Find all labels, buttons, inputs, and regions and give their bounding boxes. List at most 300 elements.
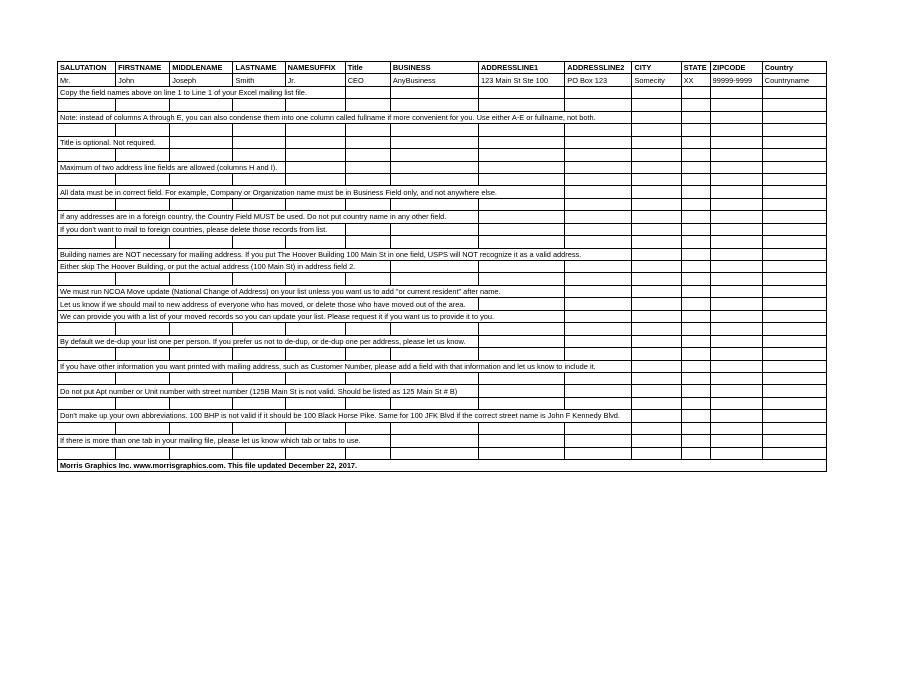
grid-cell[interactable] <box>632 211 681 223</box>
grid-cell[interactable] <box>681 99 710 111</box>
grid-cell[interactable] <box>345 124 390 136</box>
grid-cell[interactable] <box>285 99 345 111</box>
grid-cell[interactable] <box>710 435 762 447</box>
grid-cell[interactable] <box>632 348 681 360</box>
grid-cell[interactable] <box>632 385 681 397</box>
grid-cell[interactable] <box>762 99 826 111</box>
note-cell[interactable] <box>58 360 632 372</box>
example-cell[interactable]: Mr. <box>58 74 116 86</box>
grid-cell[interactable] <box>710 236 762 248</box>
grid-cell[interactable] <box>345 223 390 235</box>
note-cell[interactable] <box>58 161 286 173</box>
grid-cell[interactable] <box>762 111 826 123</box>
grid-cell[interactable] <box>58 397 116 409</box>
grid-cell[interactable] <box>762 397 826 409</box>
grid-cell[interactable] <box>762 348 826 360</box>
grid-cell[interactable] <box>479 161 565 173</box>
grid-cell[interactable] <box>681 422 710 434</box>
grid-cell[interactable] <box>58 124 116 136</box>
grid-cell[interactable] <box>762 161 826 173</box>
grid-cell[interactable] <box>116 173 170 185</box>
grid-cell[interactable] <box>345 198 390 210</box>
grid-cell[interactable] <box>285 447 345 459</box>
grid-cell[interactable] <box>632 136 681 148</box>
grid-cell[interactable] <box>479 136 565 148</box>
grid-cell[interactable] <box>58 348 116 360</box>
grid-cell[interactable] <box>565 149 632 161</box>
grid-cell[interactable] <box>632 236 681 248</box>
note-cell[interactable] <box>58 410 632 422</box>
grid-cell[interactable] <box>345 348 390 360</box>
grid-cell[interactable] <box>681 86 710 98</box>
grid-cell[interactable] <box>116 273 170 285</box>
grid-cell[interactable] <box>390 236 478 248</box>
grid-cell[interactable] <box>170 372 233 384</box>
grid-cell[interactable] <box>233 149 285 161</box>
grid-cell[interactable] <box>390 136 478 148</box>
grid-cell[interactable] <box>632 223 681 235</box>
grid-cell[interactable] <box>681 310 710 322</box>
grid-cell[interactable] <box>285 422 345 434</box>
grid-cell[interactable] <box>565 186 632 198</box>
note-cell[interactable] <box>58 86 346 98</box>
grid-cell[interactable] <box>762 211 826 223</box>
example-cell[interactable]: John <box>116 74 170 86</box>
grid-cell[interactable] <box>632 372 681 384</box>
grid-cell[interactable] <box>345 161 390 173</box>
grid-cell[interactable] <box>565 385 632 397</box>
grid-cell[interactable] <box>681 111 710 123</box>
grid-cell[interactable] <box>170 99 233 111</box>
grid-cell[interactable] <box>681 124 710 136</box>
grid-cell[interactable] <box>710 124 762 136</box>
grid-cell[interactable] <box>762 422 826 434</box>
grid-cell[interactable] <box>632 335 681 347</box>
grid-cell[interactable] <box>632 310 681 322</box>
grid-cell[interactable] <box>681 323 710 335</box>
grid-cell[interactable] <box>170 149 233 161</box>
grid-cell[interactable] <box>565 136 632 148</box>
grid-cell[interactable] <box>762 136 826 148</box>
example-cell[interactable]: 99999-9999 <box>710 74 762 86</box>
grid-cell[interactable] <box>710 173 762 185</box>
grid-cell[interactable] <box>479 397 565 409</box>
grid-cell[interactable] <box>710 310 762 322</box>
grid-cell[interactable] <box>762 186 826 198</box>
grid-cell[interactable] <box>390 447 478 459</box>
grid-cell[interactable] <box>116 447 170 459</box>
grid-cell[interactable] <box>681 410 710 422</box>
note-cell[interactable] <box>58 298 479 310</box>
grid-cell[interactable] <box>170 397 233 409</box>
note-cell[interactable] <box>58 248 632 260</box>
grid-cell[interactable] <box>170 236 233 248</box>
note-cell[interactable] <box>58 136 170 148</box>
example-cell[interactable]: XX <box>681 74 710 86</box>
grid-cell[interactable] <box>762 261 826 273</box>
grid-cell[interactable] <box>390 372 478 384</box>
grid-cell[interactable] <box>632 124 681 136</box>
grid-cell[interactable] <box>479 298 565 310</box>
example-cell[interactable]: CEO <box>345 74 390 86</box>
grid-cell[interactable] <box>479 149 565 161</box>
grid-cell[interactable] <box>285 323 345 335</box>
grid-cell[interactable] <box>681 273 710 285</box>
grid-cell[interactable] <box>681 248 710 260</box>
grid-cell[interactable] <box>681 186 710 198</box>
grid-cell[interactable] <box>565 285 632 297</box>
grid-cell[interactable] <box>710 323 762 335</box>
grid-cell[interactable] <box>233 99 285 111</box>
grid-cell[interactable] <box>762 335 826 347</box>
grid-cell[interactable] <box>681 335 710 347</box>
header-cell[interactable]: SALUTATION <box>58 62 116 74</box>
note-cell[interactable] <box>58 111 632 123</box>
grid-cell[interactable] <box>116 149 170 161</box>
grid-cell[interactable] <box>762 285 826 297</box>
grid-cell[interactable] <box>710 149 762 161</box>
grid-cell[interactable] <box>762 124 826 136</box>
grid-cell[interactable] <box>233 124 285 136</box>
grid-cell[interactable] <box>762 323 826 335</box>
grid-cell[interactable] <box>170 198 233 210</box>
grid-cell[interactable] <box>681 348 710 360</box>
grid-cell[interactable] <box>681 397 710 409</box>
grid-cell[interactable] <box>632 285 681 297</box>
grid-cell[interactable] <box>710 335 762 347</box>
grid-cell[interactable] <box>681 149 710 161</box>
note-cell[interactable] <box>58 285 565 297</box>
grid-cell[interactable] <box>345 99 390 111</box>
grid-cell[interactable] <box>565 323 632 335</box>
grid-cell[interactable] <box>565 310 632 322</box>
grid-cell[interactable] <box>479 435 565 447</box>
grid-cell[interactable] <box>58 99 116 111</box>
grid-cell[interactable] <box>565 261 632 273</box>
grid-cell[interactable] <box>632 422 681 434</box>
grid-cell[interactable] <box>170 323 233 335</box>
grid-cell[interactable] <box>762 310 826 322</box>
grid-cell[interactable] <box>710 86 762 98</box>
grid-cell[interactable] <box>681 385 710 397</box>
grid-cell[interactable] <box>58 236 116 248</box>
example-cell[interactable]: 123 Main St Ste 100 <box>479 74 565 86</box>
grid-cell[interactable] <box>116 372 170 384</box>
grid-cell[interactable] <box>710 348 762 360</box>
grid-cell[interactable] <box>58 198 116 210</box>
grid-cell[interactable] <box>58 149 116 161</box>
note-cell[interactable] <box>58 261 391 273</box>
header-cell[interactable]: ADDRESSLINE2 <box>565 62 632 74</box>
grid-cell[interactable] <box>479 261 565 273</box>
grid-cell[interactable] <box>710 285 762 297</box>
grid-cell[interactable] <box>565 397 632 409</box>
grid-cell[interactable] <box>632 360 681 372</box>
example-cell[interactable]: AnyBusiness <box>390 74 478 86</box>
grid-cell[interactable] <box>681 211 710 223</box>
grid-cell[interactable] <box>565 223 632 235</box>
grid-cell[interactable] <box>681 298 710 310</box>
grid-cell[interactable] <box>233 422 285 434</box>
grid-cell[interactable] <box>345 397 390 409</box>
grid-cell[interactable] <box>285 397 345 409</box>
grid-cell[interactable] <box>479 236 565 248</box>
grid-cell[interactable] <box>681 161 710 173</box>
grid-cell[interactable] <box>710 422 762 434</box>
grid-cell[interactable] <box>710 298 762 310</box>
grid-cell[interactable] <box>632 248 681 260</box>
grid-cell[interactable] <box>710 99 762 111</box>
grid-cell[interactable] <box>479 323 565 335</box>
grid-cell[interactable] <box>632 298 681 310</box>
grid-cell[interactable] <box>681 261 710 273</box>
grid-cell[interactable] <box>762 86 826 98</box>
grid-cell[interactable] <box>710 261 762 273</box>
grid-cell[interactable] <box>285 136 345 148</box>
grid-cell[interactable] <box>345 323 390 335</box>
grid-cell[interactable] <box>479 385 565 397</box>
grid-cell[interactable] <box>390 223 478 235</box>
grid-cell[interactable] <box>479 86 565 98</box>
grid-cell[interactable] <box>345 273 390 285</box>
grid-cell[interactable] <box>632 397 681 409</box>
grid-cell[interactable] <box>565 86 632 98</box>
grid-cell[interactable] <box>58 323 116 335</box>
note-cell[interactable] <box>58 186 565 198</box>
grid-cell[interactable] <box>58 422 116 434</box>
grid-cell[interactable] <box>710 111 762 123</box>
grid-cell[interactable] <box>710 223 762 235</box>
grid-cell[interactable] <box>479 422 565 434</box>
grid-cell[interactable] <box>116 348 170 360</box>
grid-cell[interactable] <box>632 323 681 335</box>
grid-cell[interactable] <box>345 236 390 248</box>
grid-cell[interactable] <box>233 273 285 285</box>
grid-cell[interactable] <box>710 397 762 409</box>
grid-cell[interactable] <box>285 236 345 248</box>
grid-cell[interactable] <box>479 211 565 223</box>
grid-cell[interactable] <box>233 173 285 185</box>
grid-cell[interactable] <box>565 298 632 310</box>
grid-cell[interactable] <box>479 223 565 235</box>
grid-cell[interactable] <box>710 198 762 210</box>
header-cell[interactable]: BUSINESS <box>390 62 478 74</box>
grid-cell[interactable] <box>565 198 632 210</box>
grid-cell[interactable] <box>632 86 681 98</box>
footer-cell[interactable]: Morris Graphics Inc. www.morrisgraphics.com. This file updated December 22, 2017. <box>58 460 827 472</box>
grid-cell[interactable] <box>762 149 826 161</box>
grid-cell[interactable] <box>710 273 762 285</box>
example-cell[interactable]: Somecity <box>632 74 681 86</box>
grid-cell[interactable] <box>565 173 632 185</box>
grid-cell[interactable] <box>345 136 390 148</box>
grid-cell[interactable] <box>233 236 285 248</box>
note-cell[interactable] <box>58 211 479 223</box>
grid-cell[interactable] <box>762 385 826 397</box>
note-cell[interactable] <box>58 435 391 447</box>
grid-cell[interactable] <box>632 447 681 459</box>
grid-cell[interactable] <box>681 236 710 248</box>
grid-cell[interactable] <box>390 397 478 409</box>
grid-cell[interactable] <box>390 149 478 161</box>
grid-cell[interactable] <box>710 410 762 422</box>
grid-cell[interactable] <box>285 273 345 285</box>
grid-cell[interactable] <box>285 348 345 360</box>
grid-cell[interactable] <box>710 447 762 459</box>
grid-cell[interactable] <box>170 273 233 285</box>
grid-cell[interactable] <box>390 173 478 185</box>
grid-cell[interactable] <box>632 273 681 285</box>
grid-cell[interactable] <box>565 211 632 223</box>
header-cell[interactable]: ADDRESSLINE1 <box>479 62 565 74</box>
grid-cell[interactable] <box>565 99 632 111</box>
grid-cell[interactable] <box>632 198 681 210</box>
grid-cell[interactable] <box>762 273 826 285</box>
grid-cell[interactable] <box>681 173 710 185</box>
grid-cell[interactable] <box>285 198 345 210</box>
header-cell[interactable]: ZIPCODE <box>710 62 762 74</box>
grid-cell[interactable] <box>390 161 478 173</box>
grid-cell[interactable] <box>681 360 710 372</box>
grid-cell[interactable] <box>390 99 478 111</box>
grid-cell[interactable] <box>285 161 345 173</box>
header-cell[interactable]: NAMESUFFIX <box>285 62 345 74</box>
grid-cell[interactable] <box>681 435 710 447</box>
grid-cell[interactable] <box>479 124 565 136</box>
grid-cell[interactable] <box>565 348 632 360</box>
grid-cell[interactable] <box>233 198 285 210</box>
grid-cell[interactable] <box>285 173 345 185</box>
grid-cell[interactable] <box>762 236 826 248</box>
grid-cell[interactable] <box>285 149 345 161</box>
grid-cell[interactable] <box>233 372 285 384</box>
example-cell[interactable]: Jr. <box>285 74 345 86</box>
header-cell[interactable]: Country <box>762 62 826 74</box>
grid-cell[interactable] <box>116 397 170 409</box>
grid-cell[interactable] <box>762 447 826 459</box>
header-cell[interactable]: FIRSTNAME <box>116 62 170 74</box>
grid-cell[interactable] <box>390 86 478 98</box>
grid-cell[interactable] <box>681 136 710 148</box>
grid-cell[interactable] <box>390 124 478 136</box>
grid-cell[interactable] <box>390 348 478 360</box>
grid-cell[interactable] <box>632 410 681 422</box>
grid-cell[interactable] <box>565 372 632 384</box>
grid-cell[interactable] <box>479 348 565 360</box>
grid-cell[interactable] <box>710 161 762 173</box>
grid-cell[interactable] <box>479 99 565 111</box>
grid-cell[interactable] <box>285 372 345 384</box>
grid-cell[interactable] <box>479 173 565 185</box>
grid-cell[interactable] <box>762 410 826 422</box>
grid-cell[interactable] <box>345 173 390 185</box>
grid-cell[interactable] <box>116 236 170 248</box>
grid-cell[interactable] <box>632 149 681 161</box>
grid-cell[interactable] <box>170 173 233 185</box>
grid-cell[interactable] <box>285 124 345 136</box>
header-cell[interactable]: STATE <box>681 62 710 74</box>
grid-cell[interactable] <box>479 447 565 459</box>
grid-cell[interactable] <box>762 298 826 310</box>
grid-cell[interactable] <box>116 99 170 111</box>
grid-cell[interactable] <box>116 198 170 210</box>
grid-cell[interactable] <box>565 435 632 447</box>
note-cell[interactable] <box>58 335 479 347</box>
header-cell[interactable]: CITY <box>632 62 681 74</box>
grid-cell[interactable] <box>681 447 710 459</box>
note-cell[interactable] <box>58 310 565 322</box>
grid-cell[interactable] <box>565 124 632 136</box>
grid-cell[interactable] <box>565 236 632 248</box>
grid-cell[interactable] <box>632 173 681 185</box>
grid-cell[interactable] <box>345 86 390 98</box>
note-cell[interactable] <box>58 385 479 397</box>
grid-cell[interactable] <box>762 173 826 185</box>
grid-cell[interactable] <box>762 223 826 235</box>
grid-cell[interactable] <box>390 261 478 273</box>
grid-cell[interactable] <box>479 273 565 285</box>
grid-cell[interactable] <box>710 385 762 397</box>
grid-cell[interactable] <box>58 447 116 459</box>
grid-cell[interactable] <box>345 447 390 459</box>
grid-cell[interactable] <box>390 435 478 447</box>
grid-cell[interactable] <box>116 323 170 335</box>
grid-cell[interactable] <box>710 186 762 198</box>
header-cell[interactable]: Title <box>345 62 390 74</box>
grid-cell[interactable] <box>710 372 762 384</box>
grid-cell[interactable] <box>479 198 565 210</box>
grid-cell[interactable] <box>479 335 565 347</box>
grid-cell[interactable] <box>233 447 285 459</box>
header-cell[interactable]: LASTNAME <box>233 62 285 74</box>
grid-cell[interactable] <box>170 422 233 434</box>
grid-cell[interactable] <box>390 273 478 285</box>
grid-cell[interactable] <box>565 273 632 285</box>
example-cell[interactable]: PO Box 123 <box>565 74 632 86</box>
grid-cell[interactable] <box>345 372 390 384</box>
grid-cell[interactable] <box>233 348 285 360</box>
grid-cell[interactable] <box>390 323 478 335</box>
grid-cell[interactable] <box>762 198 826 210</box>
grid-cell[interactable] <box>762 372 826 384</box>
grid-cell[interactable] <box>710 248 762 260</box>
grid-cell[interactable] <box>762 248 826 260</box>
grid-cell[interactable] <box>390 422 478 434</box>
grid-cell[interactable] <box>58 273 116 285</box>
grid-cell[interactable] <box>762 360 826 372</box>
grid-cell[interactable] <box>170 447 233 459</box>
grid-cell[interactable] <box>116 422 170 434</box>
grid-cell[interactable] <box>390 198 478 210</box>
example-cell[interactable]: Countryname <box>762 74 826 86</box>
grid-cell[interactable] <box>170 348 233 360</box>
grid-cell[interactable] <box>632 261 681 273</box>
grid-cell[interactable] <box>565 161 632 173</box>
grid-cell[interactable] <box>710 136 762 148</box>
grid-cell[interactable] <box>233 136 285 148</box>
grid-cell[interactable] <box>632 186 681 198</box>
grid-cell[interactable] <box>233 323 285 335</box>
grid-cell[interactable] <box>479 372 565 384</box>
grid-cell[interactable] <box>58 372 116 384</box>
grid-cell[interactable] <box>345 149 390 161</box>
grid-cell[interactable] <box>632 435 681 447</box>
grid-cell[interactable] <box>681 372 710 384</box>
grid-cell[interactable] <box>632 161 681 173</box>
grid-cell[interactable] <box>170 136 233 148</box>
grid-cell[interactable] <box>762 435 826 447</box>
header-cell[interactable]: MIDDLENAME <box>170 62 233 74</box>
